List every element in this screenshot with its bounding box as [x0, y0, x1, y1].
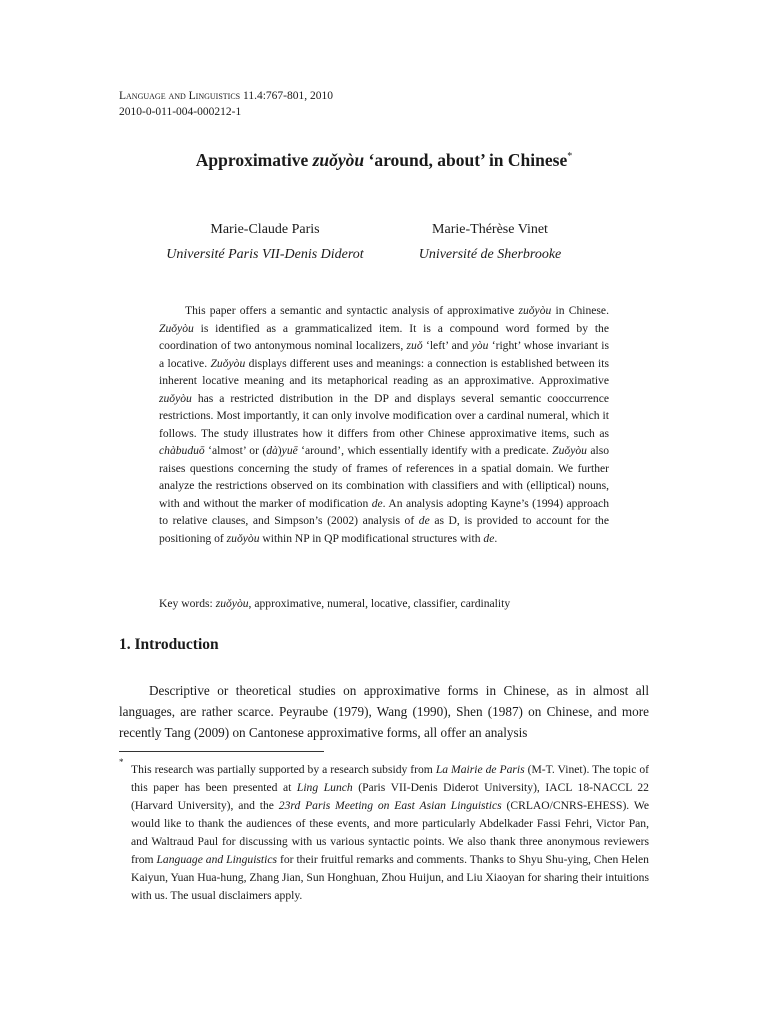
- abstract-term: de: [418, 514, 430, 527]
- title-footnote-mark: *: [567, 151, 573, 163]
- author-1-affiliation: Université Paris VII-Denis Diderot: [166, 247, 364, 262]
- footnote-italic: La Mairie de Paris: [435, 763, 525, 776]
- journal-reference: 11.4:767-801, 2010: [240, 90, 333, 102]
- abstract-text: also raises questions concerning the study of frames of references in a spatial domain. We further analyze the restrictions observed on its combination with classifiers and with (elliptical) nouns, with and without the marker of modification: [159, 444, 609, 510]
- footnote-text: (Paris VII-Denis Diderot University), IACL 18-NACCL 22 (Harvard University), and the: [131, 781, 649, 812]
- abstract-term: Zuǒyòu: [159, 321, 194, 335]
- abstract-term: zuǒyòu: [518, 304, 552, 317]
- abstract-text: in Chinese.: [551, 304, 609, 317]
- abstract-text: as D, is provided to account for the positioning of: [159, 514, 609, 545]
- footnote-divider: [119, 751, 324, 752]
- abstract-text: . An analysis adopting Kayne’s (1994) approach to relative clauses, and Simpson’s (2002) analysis of: [159, 496, 609, 527]
- title-text-2: ‘around, about’ in Chinese: [364, 150, 568, 170]
- title-text-1: Approximative: [195, 150, 313, 170]
- author-2-affiliation: Université de Sherbrooke: [418, 247, 562, 262]
- abstract-term: Zuǒyòu: [552, 444, 587, 457]
- footnote-text: This research was partially supported by a research subsidy from: [131, 763, 436, 776]
- abstract-term: dà: [266, 444, 278, 457]
- abstract: [159, 302, 609, 547]
- abstract-text: This paper offers a semantic and syntactic analysis of approximative: [185, 304, 519, 317]
- abstract-text: is identified as a grammaticalized item. It is a compound word formed by the coordination of two antonymous nominal localizers,: [159, 321, 609, 352]
- footnote-text: (CRLAO/CNRS-EHESS). We would like to thank the audiences of these events, and more particularly Abdelkader Fassi Fehri, Victor Pan, and Waltraud Paul for discussing with us various syntactic points. We also thank three anonymous reviewers from: [131, 799, 649, 866]
- author-2-name: Marie-Thérèse Vinet: [432, 222, 548, 237]
- footnote-mark: *: [119, 757, 124, 767]
- abstract-term: de: [371, 496, 383, 510]
- abstract-term: yuē: [281, 444, 298, 457]
- footnote: [131, 761, 649, 905]
- abstract-text: has a restricted distribution in the DP and displays several semantic cooccurrence restrictions. Most importantly, it can only involve modification over a cardinal numeral, which it follows. The study illustrates how it differs from other Chinese approximative items, such as: [159, 391, 609, 440]
- abstract-text: displays different uses and meanings: a connection is established between its inherent locative meaning and its metaphorical reading as an approximative. Approximative: [159, 356, 609, 387]
- abstract-text: within NP in QP modificational structures with: [259, 531, 484, 545]
- abstract-text: ‘left’ and: [422, 339, 472, 352]
- footnote-italic: Ling Lunch: [296, 781, 353, 794]
- paper-title: [0, 150, 768, 171]
- abstract-text: ): [277, 444, 282, 457]
- abstract-text: ‘right’ whose invariant is a locative.: [159, 339, 609, 370]
- footnote-text: (M-T. Vinet). The topic of this paper has been presented at: [131, 763, 649, 794]
- footnote-text: for their fruitful remarks and comments. Thanks to Shyu Shu-ying, Chen Helen Kaiyun, Yuan Hua-hung, Zhang Jian, Sun Honghuan, Zhou Huijun, and Liu Xiaoyan for sharing their intuitions with us. The usual disclaimers apply.: [131, 853, 649, 902]
- journal-name: Language and Linguistics: [119, 90, 241, 102]
- author-1-name: Marie-Claude Paris: [210, 222, 320, 237]
- keywords-label: Key words:: [159, 597, 216, 610]
- abstract-term: zuǒyòu: [159, 391, 192, 405]
- keywords-list: , approximative, numeral, locative, classifier, cardinality: [248, 597, 511, 610]
- document-id: 2010-0-011-004-000212-1: [119, 106, 242, 118]
- section-heading: 1. Introduction: [119, 636, 219, 653]
- keywords: [159, 595, 510, 612]
- keywords-term: zuǒyòu: [215, 597, 249, 610]
- footnote-italic: Language and Linguistics: [156, 853, 278, 866]
- journal-citation: [119, 88, 333, 104]
- abstract-term: chàbuduō: [159, 444, 205, 457]
- footnote-italic: 23rd Paris Meeting on East Asian Linguistics: [278, 799, 502, 812]
- intro-paragraph: Descriptive or theoretical studies on approximative forms in Chinese, as in almost all languages, are rather scarce. Peyraube (1979), Wang (1990), Shen (1987) on Chinese, and more recently Tang (2009) on Cantonese approximative forms, all offer an analysis: [119, 683, 649, 740]
- abstract-term: de: [483, 531, 495, 545]
- abstract-text: .: [494, 531, 498, 545]
- abstract-text: ‘around’, which essentially identify with a predicate.: [297, 444, 553, 457]
- abstract-term: yòu: [471, 339, 489, 352]
- abstract-term: zuǒyòu: [226, 531, 260, 545]
- abstract-term: zuǒ: [406, 339, 423, 352]
- abstract-text: ‘almost’ or (: [204, 444, 267, 457]
- abstract-term: Zuǒyòu: [210, 356, 246, 370]
- title-term: zuǒyòu: [312, 150, 365, 170]
